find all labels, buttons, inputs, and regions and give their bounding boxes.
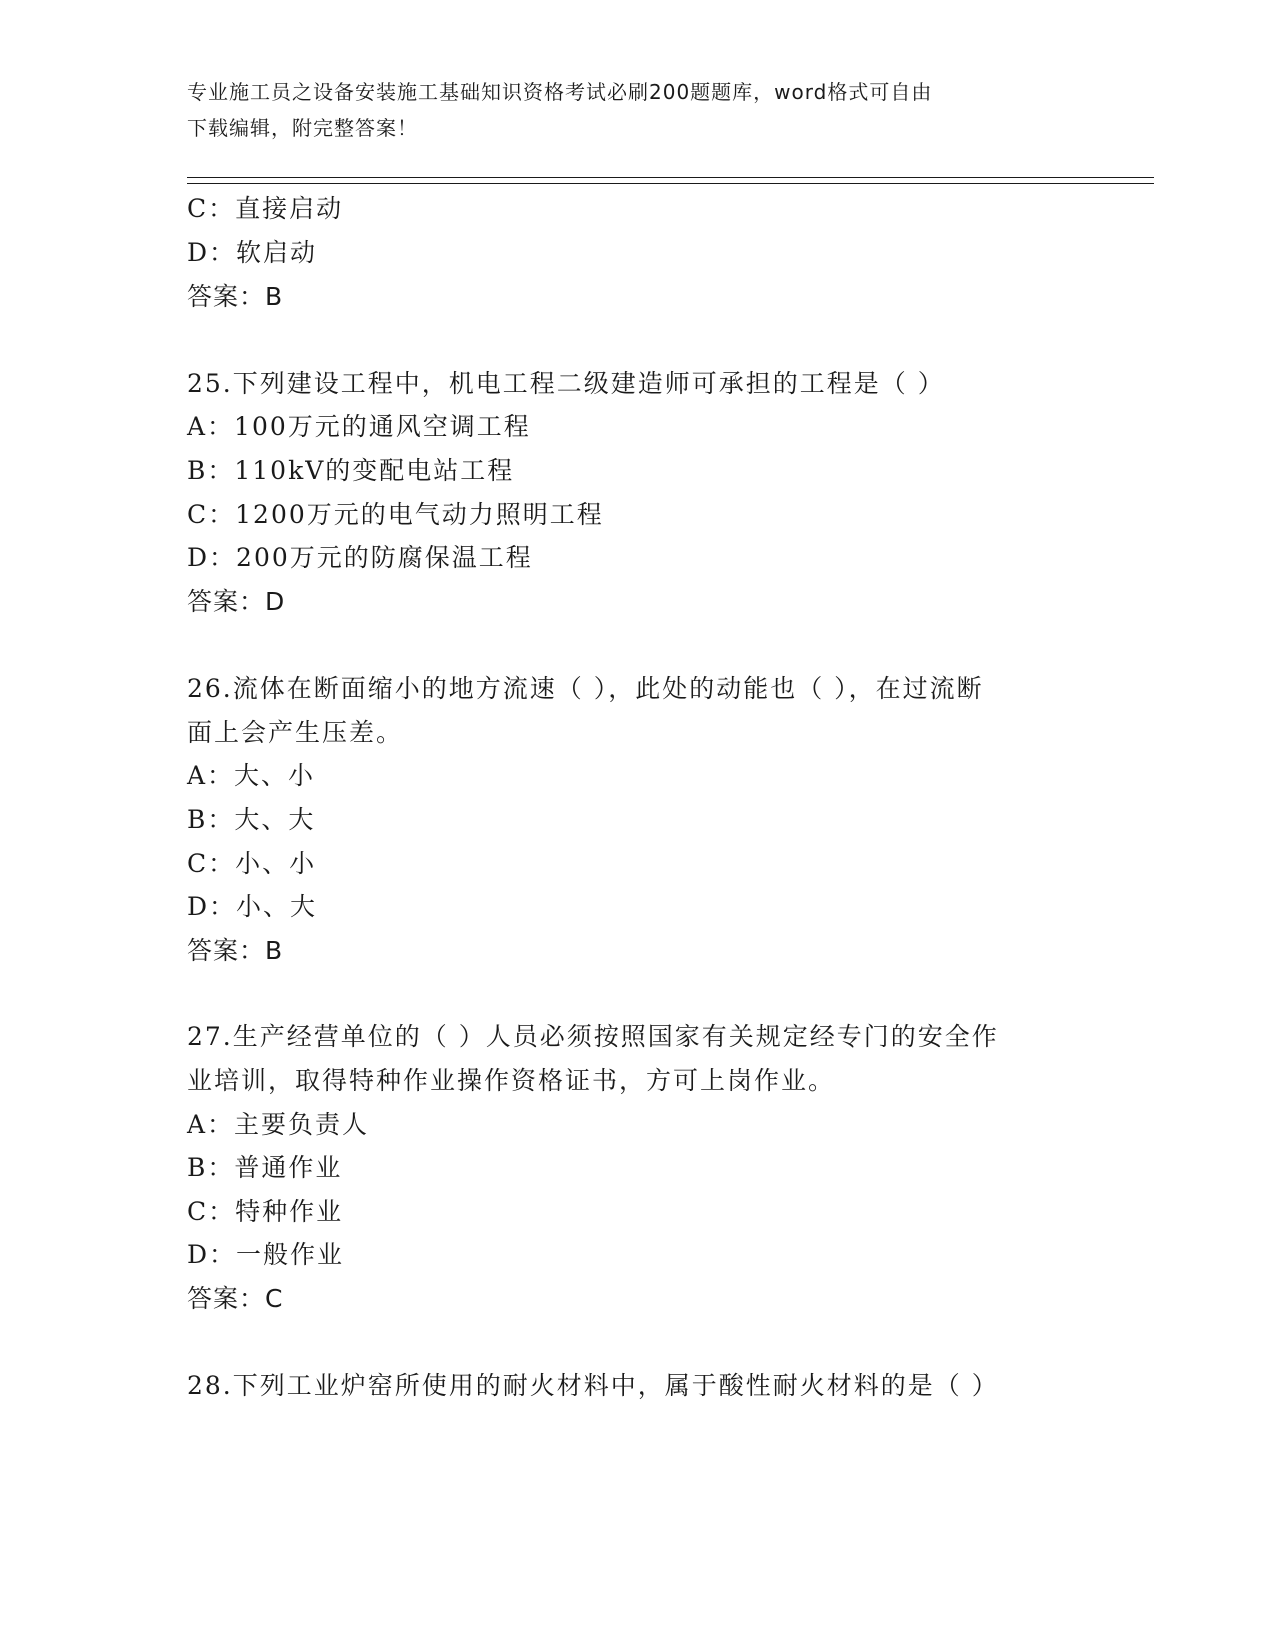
option-c: C：直接启动 xyxy=(187,194,344,223)
question-25-stem: 25.下列建设工程中，机电工程二级建造师可承担的工程是（ ） xyxy=(187,369,945,398)
header-title-line1: 专业施工员之设备安装施工基础知识资格考试必刷200题题库，word格式可自由 xyxy=(187,80,933,104)
header-title-line2: 下载编辑，附完整答案！ xyxy=(187,116,418,140)
question-27-stem-line2: 业培训，取得特种作业操作资格证书，方可上岗作业。 xyxy=(187,1066,836,1095)
question-27-stem-line1: 27.生产经营单位的（ ）人员必须按照国家有关规定经专门的安全作 xyxy=(187,1022,999,1051)
question-26-option-b: B：大、大 xyxy=(187,805,316,834)
question-26-answer: 答案：B xyxy=(187,936,284,965)
answer: 答案：B xyxy=(187,282,284,311)
question-26-option-d: D：小、大 xyxy=(187,892,318,921)
question-27-answer: 答案：C xyxy=(187,1284,284,1313)
question-27-option-b: B：普通作业 xyxy=(187,1153,343,1182)
question-25-answer: 答案：D xyxy=(187,587,286,616)
question-26-option-a: A：大、小 xyxy=(187,761,316,790)
question-25-option-b: B：110kV的变配电站工程 xyxy=(187,456,515,485)
question-28-stem: 28.下列工业炉窑所使用的耐火材料中，属于酸性耐火材料的是（ ） xyxy=(187,1371,999,1400)
page-header xyxy=(187,74,1087,146)
option-d: D：软启动 xyxy=(187,238,318,267)
question-27-option-c: C：特种作业 xyxy=(187,1197,344,1226)
question-27-option-a: A：主要负责人 xyxy=(187,1110,370,1139)
question-25-option-d: D：200万元的防腐保温工程 xyxy=(187,543,533,572)
question-26-stem-line1: 26.流体在断面缩小的地方流速（ ），此处的动能也（ ），在过流断 xyxy=(187,674,984,703)
question-26-stem-line2: 面上会产生压差。 xyxy=(187,718,404,747)
question-25-option-c: C：1200万元的电气动力照明工程 xyxy=(187,500,604,529)
question-27-option-d: D：一般作业 xyxy=(187,1240,345,1269)
question-25-option-a: A：100万元的通风空调工程 xyxy=(187,412,531,441)
question-26-option-c: C：小、小 xyxy=(187,849,317,878)
header-rule xyxy=(187,177,1154,184)
